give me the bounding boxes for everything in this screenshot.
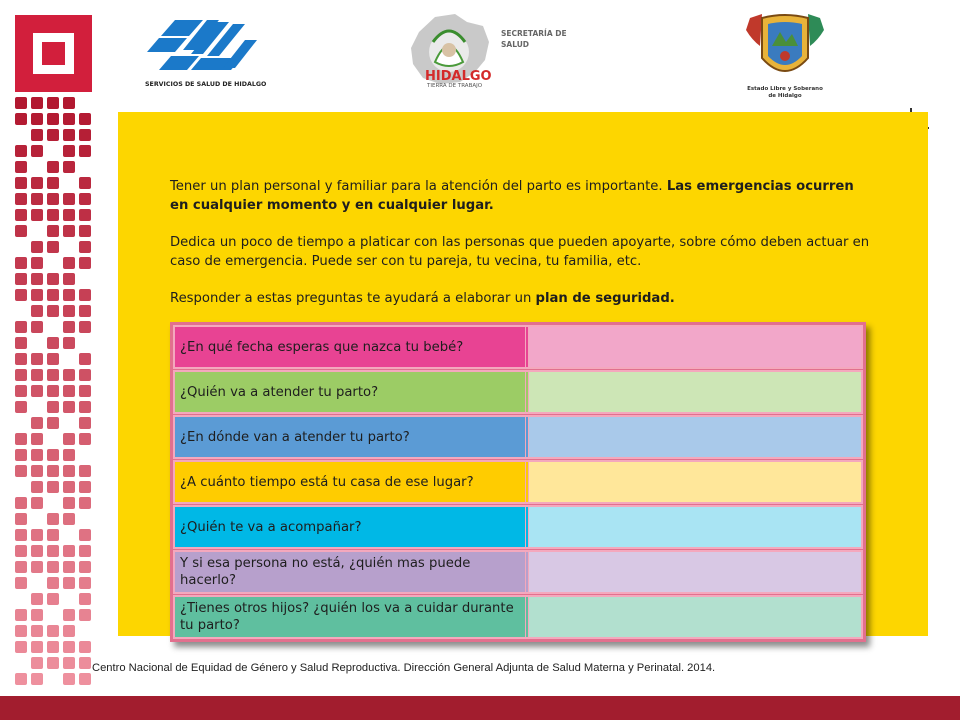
pattern-dot — [15, 337, 27, 349]
pattern-dot — [31, 433, 43, 445]
pattern-dot — [63, 225, 75, 237]
pattern-dot — [31, 657, 43, 669]
pattern-dot — [47, 481, 59, 493]
pattern-dot — [63, 193, 75, 205]
pattern-dot — [15, 177, 27, 189]
corner-logo-core — [42, 42, 65, 65]
question-row — [173, 370, 863, 414]
pattern-dot — [63, 513, 75, 525]
answer-cell[interactable] — [529, 372, 861, 412]
pattern-dot — [79, 593, 91, 605]
pattern-dot — [63, 145, 75, 157]
pattern-dot — [79, 497, 91, 509]
answer-cell[interactable] — [529, 462, 861, 502]
pattern-dot — [63, 673, 75, 685]
questions-table — [170, 322, 866, 642]
pattern-dot — [63, 273, 75, 285]
pattern-dot — [79, 353, 91, 365]
pattern-dot — [63, 625, 75, 637]
pattern-dot — [79, 417, 91, 429]
pattern-dot — [15, 513, 27, 525]
pattern-dot — [47, 545, 59, 557]
intro-paragraph — [170, 178, 870, 215]
pattern-dot — [79, 193, 91, 205]
pattern-dot — [63, 129, 75, 141]
instruction-paragraph — [170, 290, 870, 309]
pattern-dot — [15, 209, 27, 221]
pattern-dot — [15, 161, 27, 173]
pattern-dot — [47, 641, 59, 653]
pattern-dot — [79, 369, 91, 381]
pattern-dot — [15, 577, 27, 589]
hidalgo-tagline: TIERRA DE TRABAJO — [427, 83, 483, 89]
pattern-dot — [15, 113, 27, 125]
pattern-dot — [63, 561, 75, 573]
pattern-dot — [15, 545, 27, 557]
pattern-dot — [47, 113, 59, 125]
pattern-dot — [31, 129, 43, 141]
pattern-dot — [31, 289, 43, 301]
pattern-dot — [47, 529, 59, 541]
question-cell: Y si esa persona no está, ¿quién mas puede hacerlo? — [175, 552, 529, 592]
pattern-dot — [47, 417, 59, 429]
pattern-dot — [31, 593, 43, 605]
pattern-dot — [79, 321, 91, 333]
pattern-dot — [15, 625, 27, 637]
pattern-dot — [31, 545, 43, 557]
pattern-dot — [47, 561, 59, 573]
pattern-dot — [31, 609, 43, 621]
pattern-dot — [79, 657, 91, 669]
pattern-dot — [47, 449, 59, 461]
pattern-dot — [79, 113, 91, 125]
pattern-dot — [47, 177, 59, 189]
pattern-dot — [15, 289, 27, 301]
pattern-dot — [63, 321, 75, 333]
pattern-dot — [79, 465, 91, 477]
pattern-dot — [79, 129, 91, 141]
pattern-dot — [15, 385, 27, 397]
pattern-dot — [31, 449, 43, 461]
answer-cell[interactable] — [529, 417, 861, 457]
ssh-emblem-icon — [145, 18, 263, 80]
pattern-dot — [47, 657, 59, 669]
source-citation: Centro Nacional de Equidad de Género y Salud Reproductiva. Dirección General Adjunta de Salud Materna y Perinatal. 2014. — [92, 662, 716, 674]
pattern-dot — [63, 385, 75, 397]
pattern-dot — [63, 545, 75, 557]
pattern-dot — [15, 97, 27, 109]
question-cell: ¿En dónde van a atender tu parto? — [175, 417, 529, 457]
pattern-dot — [47, 401, 59, 413]
pattern-dot — [31, 209, 43, 221]
secretaria-label-line1: SECRETARÍA DE — [501, 29, 567, 38]
pattern-dot — [79, 241, 91, 253]
pattern-dot — [15, 561, 27, 573]
instruction-emphasis: plan de seguridad. — [535, 291, 675, 306]
pattern-dot — [79, 257, 91, 269]
pattern-dot — [31, 529, 43, 541]
pattern-dot — [79, 305, 91, 317]
servicios-salud-hidalgo-logo — [145, 18, 267, 96]
pattern-dot — [63, 657, 75, 669]
pattern-dot — [79, 609, 91, 621]
pattern-dot — [79, 401, 91, 413]
question-cell: ¿Tienes otros hijos? ¿quién los va a cuidar durante tu parto? — [175, 597, 529, 637]
pattern-dot — [79, 481, 91, 493]
decorative-dot-pattern — [0, 95, 100, 695]
pattern-dot — [31, 417, 43, 429]
question-cell: ¿Quién va a atender tu parto? — [175, 372, 529, 412]
pattern-dot — [31, 561, 43, 573]
pattern-dot — [31, 257, 43, 269]
pattern-dot — [63, 497, 75, 509]
pattern-dot — [63, 465, 75, 477]
pattern-dot — [79, 641, 91, 653]
pattern-dot — [15, 609, 27, 621]
pattern-dot — [47, 385, 59, 397]
answer-cell[interactable] — [529, 507, 861, 547]
pattern-dot — [31, 145, 43, 157]
pattern-dot — [63, 401, 75, 413]
pattern-dot — [47, 625, 59, 637]
pattern-dot — [63, 641, 75, 653]
pattern-dot — [15, 673, 27, 685]
answer-cell[interactable] — [529, 597, 861, 637]
pattern-dot — [31, 177, 43, 189]
pattern-dot — [15, 529, 27, 541]
ssh-logo-caption: SERVICIOS DE SALUD DE HIDALGO — [145, 81, 267, 88]
pattern-dot — [63, 209, 75, 221]
pattern-dot — [63, 433, 75, 445]
question-row — [173, 505, 863, 549]
coat-of-arms-icon — [740, 12, 830, 84]
pattern-dot — [31, 193, 43, 205]
secretaria-label-line2: SALUD — [501, 40, 530, 49]
pattern-dot — [79, 209, 91, 221]
pattern-dot — [63, 289, 75, 301]
pattern-dot — [15, 641, 27, 653]
pattern-dot — [47, 353, 59, 365]
pattern-dot — [31, 641, 43, 653]
pattern-dot — [63, 113, 75, 125]
pattern-dot — [47, 305, 59, 317]
question-cell: ¿Quién te va a acompañar? — [175, 507, 529, 547]
pattern-dot — [63, 577, 75, 589]
pattern-dot — [79, 225, 91, 237]
intro-text: Tener un plan personal y familiar para la atención del parto es importante. — [170, 179, 663, 194]
pattern-dot — [15, 321, 27, 333]
pattern-dot — [79, 545, 91, 557]
pattern-dot — [31, 113, 43, 125]
answer-cell[interactable] — [529, 327, 861, 367]
pattern-dot — [63, 481, 75, 493]
pattern-dot — [15, 465, 27, 477]
shield-caption-line2: de Hidalgo — [768, 93, 802, 99]
pattern-dot — [47, 289, 59, 301]
pattern-dot — [47, 593, 59, 605]
pattern-dot — [47, 161, 59, 173]
hidalgo-wordmark: HIDALGO — [425, 69, 492, 84]
pattern-dot — [15, 497, 27, 509]
pattern-dot — [47, 273, 59, 285]
question-cell: ¿En qué fecha esperas que nazca tu bebé? — [175, 327, 529, 367]
intro-emphasis: Las emergencias ocurren en cualquier momento y en cualquier lugar. — [170, 179, 854, 213]
question-row — [173, 595, 863, 639]
pattern-dot — [79, 577, 91, 589]
pattern-dot — [79, 177, 91, 189]
pattern-dot — [79, 561, 91, 573]
pattern-dot — [31, 321, 43, 333]
pattern-dot — [47, 513, 59, 525]
pattern-dot — [31, 385, 43, 397]
pattern-dot — [31, 497, 43, 509]
pattern-dot — [15, 273, 27, 285]
pattern-dot — [47, 97, 59, 109]
pattern-dot — [15, 369, 27, 381]
shield-caption-line1: Estado Libre y Soberano — [747, 86, 823, 92]
pattern-dot — [79, 385, 91, 397]
question-row — [173, 415, 863, 459]
pattern-dot — [79, 673, 91, 685]
pattern-dot — [15, 257, 27, 269]
pattern-dot — [47, 369, 59, 381]
pattern-dot — [15, 401, 27, 413]
pattern-dot — [79, 529, 91, 541]
pattern-dot — [79, 145, 91, 157]
pattern-dot — [63, 449, 75, 461]
pattern-dot — [31, 241, 43, 253]
pattern-dot — [63, 97, 75, 109]
pattern-dot — [31, 369, 43, 381]
pattern-dot — [79, 289, 91, 301]
estado-hidalgo-shield-logo — [740, 12, 830, 104]
corner-logo — [15, 15, 92, 92]
pattern-dot — [15, 193, 27, 205]
question-cell: ¿A cuánto tiempo está tu casa de ese lugar? — [175, 462, 529, 502]
pattern-dot — [15, 433, 27, 445]
pattern-dot — [63, 161, 75, 173]
pattern-dot — [31, 465, 43, 477]
pattern-dot — [47, 337, 59, 349]
pattern-dot — [15, 449, 27, 461]
pattern-dot — [47, 241, 59, 253]
pattern-dot — [15, 225, 27, 237]
pattern-dot — [47, 129, 59, 141]
pattern-dot — [47, 225, 59, 237]
question-row — [173, 325, 863, 369]
pattern-dot — [63, 369, 75, 381]
pattern-dot — [79, 433, 91, 445]
pattern-dot — [31, 273, 43, 285]
pattern-dot — [47, 209, 59, 221]
pattern-dot — [31, 353, 43, 365]
pattern-dot — [15, 353, 27, 365]
pattern-dot — [47, 577, 59, 589]
pattern-dot — [31, 625, 43, 637]
advice-paragraph: Dedica un poco de tiempo a platicar con las personas que pueden apoyarte, sobre cómo deben actuar en caso de emergencia. Puede ser con tu pareja, tu vecina, tu familia, etc. — [170, 235, 870, 269]
instruction-text: Responder a estas preguntas te ayudará a elaborar un — [170, 291, 532, 306]
bottom-brand-bar — [0, 696, 960, 720]
pattern-dot — [15, 145, 27, 157]
pattern-dot — [47, 465, 59, 477]
question-row — [173, 460, 863, 504]
pattern-dot — [47, 193, 59, 205]
pattern-dot — [31, 97, 43, 109]
answer-cell[interactable] — [529, 552, 861, 592]
pattern-dot — [63, 305, 75, 317]
question-row — [173, 550, 863, 594]
safety-plan-panel — [118, 112, 928, 636]
corner-logo-inner — [33, 33, 74, 74]
pattern-dot — [31, 481, 43, 493]
pattern-dot — [31, 673, 43, 685]
pattern-dot — [63, 337, 75, 349]
secretaria-salud-logo — [405, 12, 580, 102]
pattern-dot — [63, 609, 75, 621]
pattern-dot — [31, 305, 43, 317]
pattern-dot — [63, 257, 75, 269]
